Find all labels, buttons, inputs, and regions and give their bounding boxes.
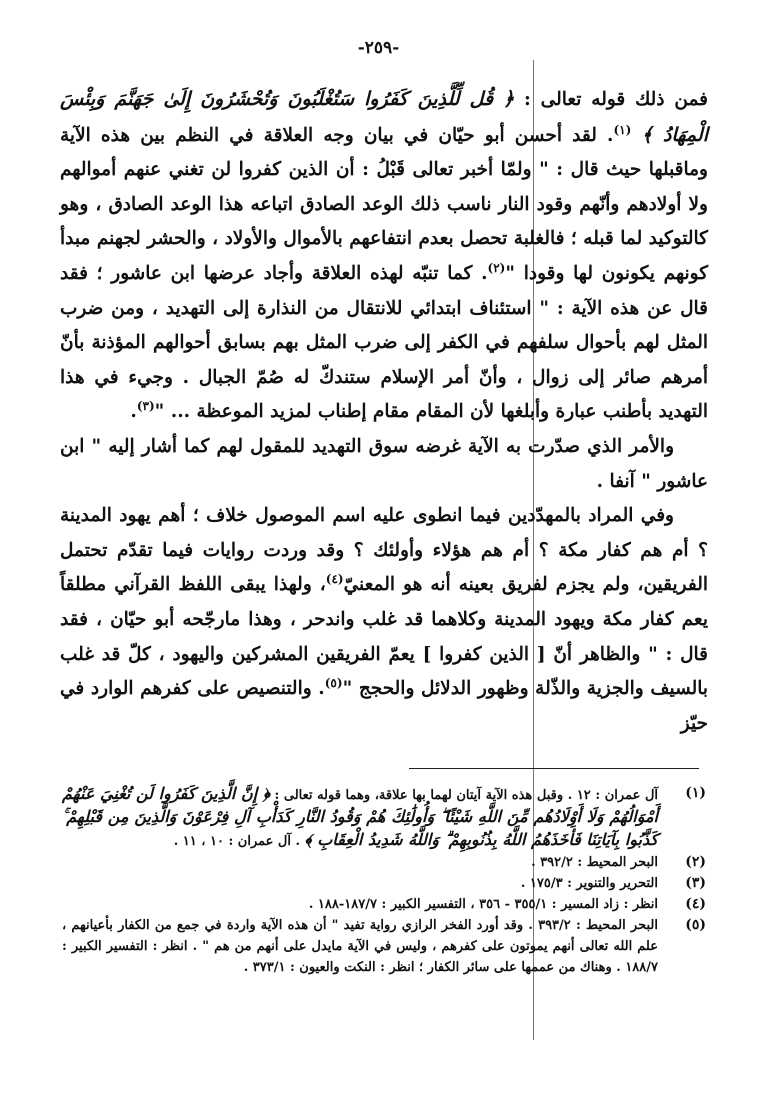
paragraph-3-text-2: ، ولهذا يبقى اللفظ القرآني مطلقاً يعم كفار مكة ويهود المدينة وكلاهما قد غلب واندحر ، وهذا مارجّحه أبو حيّان ، فقد قال : " والظاهر أنّ [ الذين كفروا ] يعمّ الفريقين المشركين واليهود ، كلّ قد غلب بالسيف والجزية والذّلة وظهور الدلائل والحجج " <box>60 574 708 700</box>
footnote-text: انظر : زاد المسير : ٣٥٥/١ - ٣٥٦ ، التفسير الكبير : ١٨٧/٧-١٨٨ . <box>308 897 658 912</box>
footnote-number: (٣) <box>685 875 706 891</box>
paragraph-3-text: وفي المراد بالمهدّدين فيما انطوى عليه اسم الموصول خلاف ؛ أهم يهود المدينة ؟ أم هم كفار مكة ؟ أم هم هؤلاء وأولئك ؟ وقد وردت روايات فيما تقدّم تحتمل الفريقين، ولم يجزم لفريق بعينه أنه هو المعنيّ <box>60 505 708 596</box>
quran-verse: ﴿ قُل لِّلَّذِينَ كَفَرُوا سَتُغْلَبُونَ وَتُحْشَرُونَ إِلَىٰ جَهَنَّمَ وَبِئْسَ الْمِهَادُ ﴾ <box>60 88 708 146</box>
footnote-3 <box>62 873 706 894</box>
footnote-quran-verse: ﴿ إِنَّ الَّذِينَ كَفَرُوا لَن تُغْنِيَ عَنْهُمْ أَمْوَالُهُمْ وَلَا أَوْلَادُهُم مِّنَ اللَّهِ شَيْئًا ۖ وَأُولَٰئِكَ هُمْ وَقُودُ النَّارِ كَدَأْبِ آلِ فِرْعَوْنَ وَالَّذِينَ مِن قَبْلِهِمْ ۚ كَذَّبُوا بِآيَاتِنَا فَأَخَذَهُمُ اللَّهُ بِذُنُوبِهِمْ ۗ وَاللَّهُ شَدِيدُ الْعِقَابِ ﴾ <box>62 784 658 849</box>
paragraph-3-text-3: . والتنصيص على كفرهم الوارد في حيّز <box>60 678 708 734</box>
footnote-text: البحر المحيط : ٣٩٣/٢ . وقد أورد الفخر الرازي رواية تفيد " أن هذه الآية واردة في جمع من الكفار بأعيانهم ، علم الله تعالى أنهم يموتون على كفرهم ، وليس في الآية مايدل على أنهم من هم " . انظر : التفسير الكبير : ١٨٨/٧ . وهناك من عممها على سائر الكفار ؛ انظر : النكت والعيون : ٣٧٣/١ . <box>62 918 658 975</box>
footnote-4 <box>62 894 706 915</box>
paragraph-1-text: . لقد أحسن أبو حيّان في بيان وجه العلاقة في النظم بين هذه الآية وماقبلها حيث قال : " ولمّا أخبر تعالى قَبْلُ : أن الذين كفروا لن تغني عنهم أموالهم ولا أولادهم وأنّهم وقود النار ناسب ذلك الوعد الصادق اتباعه هذا الوعد الصادق ، وهو كالتوكيد لما قبله ؛ فالغلبة تحصل بعدم انتفاعهم بالأموال والأولاد ، والحشر لجهنم مبدأ كونهم يكونون لها وقودا " <box>60 124 709 284</box>
footnote-2 <box>62 852 706 873</box>
paragraph-1-text-2: . كما تنبّه لهذه العلاقة وأجاد عرضها ابن عاشور ؛ فقد قال عن هذه الآية : " استئناف ابتدائي للانتقال من النذارة إلى التهديد ، ومن ضرب المثل لهم بأحوال سلفهم في الكفر إلى ضرب المثل بهم بسابق أحوالهم المؤذنة بأنّ أمرهم صائر إلى زوال ، وأنّ أمر الإسلام ستندكّ له صُمّ الجبال . وجيء في هذا التهديد بأطنب عبارة وأبلغها لأن المقام مقام إطناب لمزيد الموعظة ... " <box>60 262 708 423</box>
footnote-ref-1[interactable]: (١) <box>613 122 632 137</box>
main-text <box>60 82 708 741</box>
footnote-text: التحرير والتنوير : ١٧٥/٣ . <box>520 876 658 891</box>
footnote-1-after: . آل عمران : ١٠ ، ١١ . <box>173 834 301 849</box>
footnote-ref-3[interactable]: (٣) <box>136 399 155 414</box>
footnote-ref-2[interactable]: (٢) <box>487 260 506 275</box>
footnote-number: (٢) <box>685 854 706 870</box>
footnote-ref-5[interactable]: (٥) <box>324 675 343 690</box>
footnote-1 <box>62 783 706 852</box>
paragraph-1 <box>60 82 708 430</box>
footnote-5 <box>62 915 706 978</box>
footnote-ref-4[interactable]: (٤) <box>325 572 344 587</box>
paragraph-1-lead: فمن ذلك قوله تعالى : <box>524 89 708 110</box>
footnote-1-before: آل عمران : ١٢ . وقبل هذه الآية آيتان لهما بها علاقة، وهما قوله تعالى : <box>274 788 658 803</box>
page-number: -٢٥٩- <box>357 38 400 58</box>
footnote-text: البحر المحيط : ٣٩٢/٢ . <box>531 855 658 870</box>
footnote-text <box>62 783 658 852</box>
paragraph-1-end: . <box>130 401 137 423</box>
footnote-number: (١) <box>685 785 706 801</box>
paragraph-3 <box>60 499 708 741</box>
paragraph-2: والأمر الذي صدّرت به الآية غرضه سوق التهديد للمقول لهم كما أشار إليه " ابن عاشور " آنفا . <box>60 435 708 492</box>
footnote-number: (٥) <box>685 917 706 933</box>
footnote-number: (٤) <box>685 896 706 912</box>
footnote-separator <box>409 768 699 769</box>
footnotes <box>62 783 706 978</box>
